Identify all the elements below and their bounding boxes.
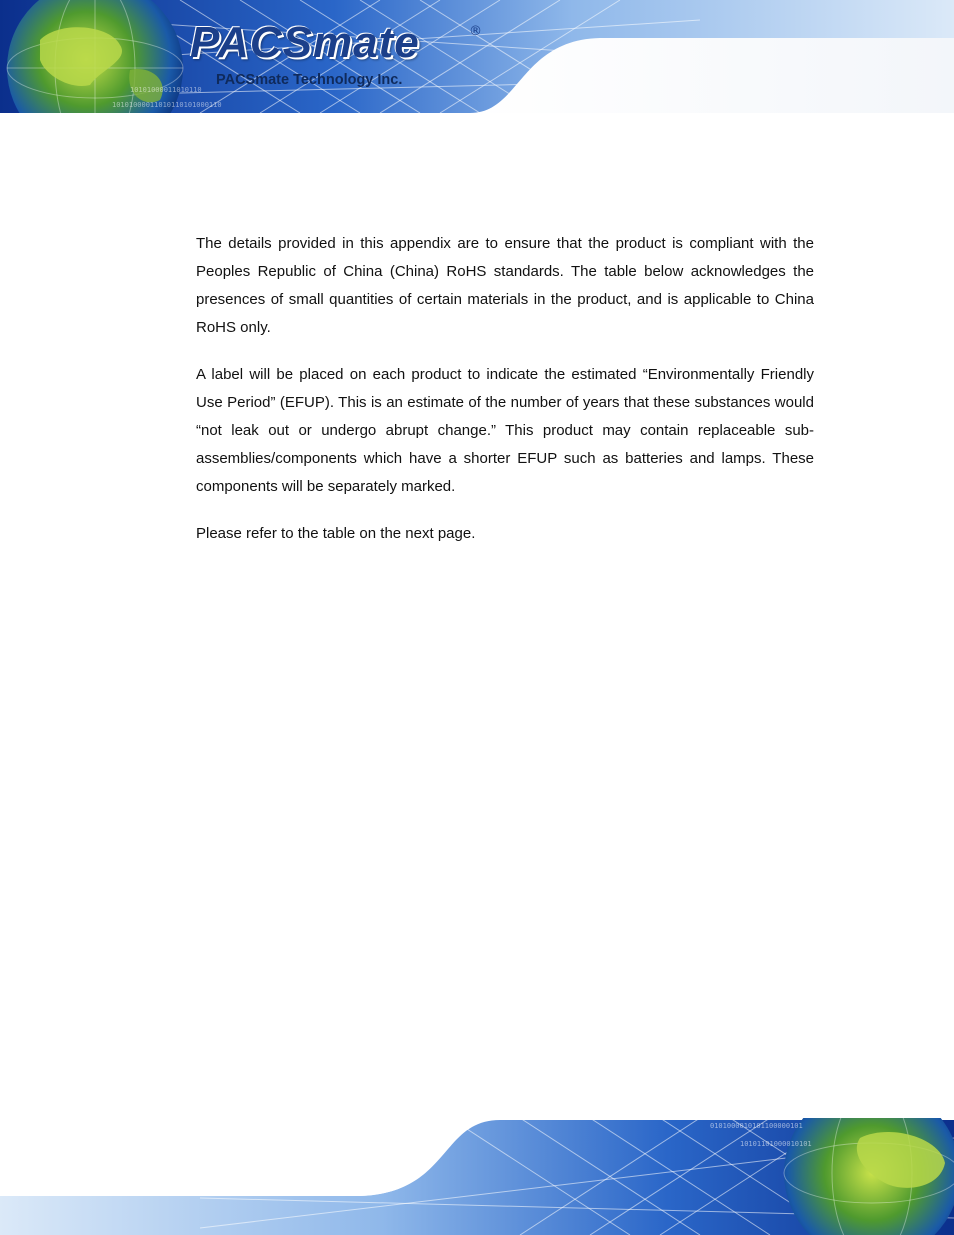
footer-background	[0, 1118, 954, 1235]
header-banner	[0, 0, 954, 113]
registered-mark: ®	[469, 24, 482, 39]
svg-text:10101000011010110101000110: 10101000011010110101000110	[112, 101, 222, 109]
globe-icon	[7, 0, 183, 113]
svg-text:10101000011010110: 10101000011010110	[130, 86, 202, 94]
company-name: PACSmate Technology Inc.	[216, 72, 403, 88]
logo-wordmark: PACSmate	[190, 18, 420, 67]
document-body	[196, 230, 814, 567]
paragraph-efup: A label will be placed on each product to indicate the estimated “Environmentally Friendly Use Period” (EFUP). This is an estimate of the number of years that these substances would “not leak out or undergo abrupt change.” This product may contain replaceable sub-assemblies/components which have a shorter EFUP such as batteries and lamps. These components will be separately marked.	[196, 366, 814, 495]
svg-text:0101000010101100000101: 0101000010101100000101	[710, 1122, 803, 1130]
footer-banner	[0, 1118, 954, 1235]
header-background	[0, 0, 954, 113]
paragraph-reference: Please refer to the table on the next page.	[196, 525, 476, 542]
globe-icon	[784, 1118, 954, 1235]
paragraph-intro: The details provided in this appendix are to ensure that the product is compliant with the Peoples Republic of China (China) RoHS standards. The table below acknowledges the presences of small quantities of certain materials in the product, and is applicable to China RoHS only.	[196, 235, 814, 336]
svg-text:10101101000010101: 10101101000010101	[740, 1140, 812, 1148]
